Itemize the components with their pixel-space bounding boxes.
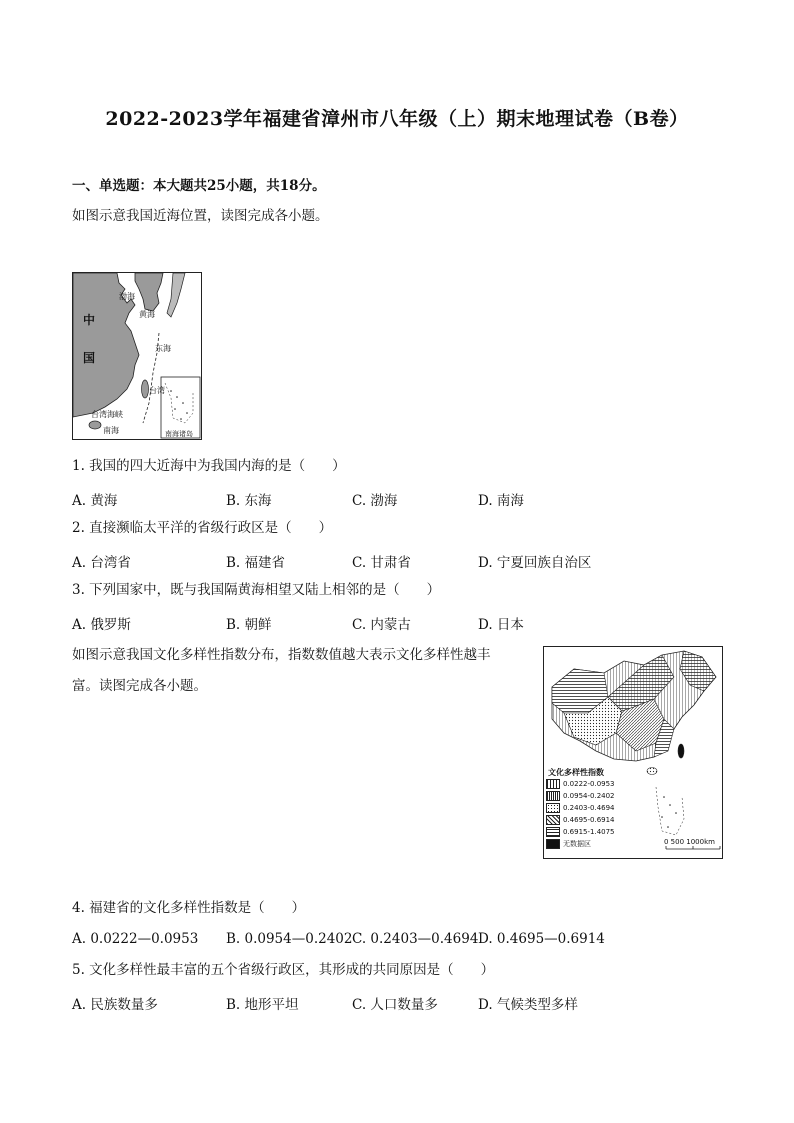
- legend-label: 无数据区: [563, 840, 591, 848]
- legend-swatch: [546, 803, 560, 813]
- legend-title: 文化多样性指数: [548, 768, 604, 777]
- q2-option-d[interactable]: D. 宁夏回族自治区: [478, 555, 592, 571]
- legend-item-3: [546, 803, 615, 813]
- q1-option-c[interactable]: C. 渤海: [352, 493, 398, 509]
- legend-label: 0.4695-0.6914: [563, 816, 615, 824]
- cultural-diversity-map: [543, 646, 723, 859]
- q2-option-b[interactable]: B. 福建省: [226, 555, 286, 571]
- legend-swatch: [546, 827, 560, 837]
- question-3-stem: 3. 下列国家中，既与我国隔黄海相望又陆上相邻的是（ ）: [72, 582, 441, 598]
- map-label-donghai: 东海: [155, 344, 171, 353]
- q4-option-a[interactable]: A. 0.0222—0.0953: [72, 931, 199, 947]
- q3-option-d[interactable]: D. 日本: [478, 617, 524, 633]
- q2-option-a[interactable]: A. 台湾省: [72, 555, 131, 571]
- q4-option-d[interactable]: D. 0.4695—0.6914: [478, 931, 605, 947]
- section-heading: 一、单选题：本大题共25小题，共18分。: [72, 178, 326, 194]
- legend-swatch: [546, 815, 560, 825]
- map-label-inset: 南海诸岛: [165, 430, 193, 438]
- q4-option-b[interactable]: B. 0.0954—0.2402: [226, 931, 353, 947]
- q1-option-d[interactable]: D. 南海: [478, 493, 524, 509]
- legend-swatch: [546, 779, 560, 789]
- q5-option-c[interactable]: C. 人口数量多: [352, 997, 438, 1013]
- scale-label: 0 500 1000km: [664, 838, 715, 846]
- legend-label: 0.0222-0.0953: [563, 780, 615, 788]
- legend-item-2: [546, 791, 615, 801]
- q1-option-a[interactable]: A. 黄海: [72, 493, 118, 509]
- q3-option-a[interactable]: A. 俄罗斯: [72, 617, 131, 633]
- q5-option-b[interactable]: B. 地形平坦: [226, 997, 299, 1013]
- map-label-china-2: 国: [83, 351, 96, 365]
- legend-item-4: [546, 815, 615, 825]
- q5-option-d[interactable]: D. 气候类型多样: [478, 997, 578, 1013]
- question-2-stem: 2. 直接濒临太平洋的省级行政区是（ ）: [72, 520, 333, 536]
- q2-option-c[interactable]: C. 甘肃省: [352, 555, 411, 571]
- legend-label: 0.2403-0.4694: [563, 804, 615, 812]
- legend-item-5: [546, 827, 615, 837]
- intro-text-2-line-2: 富。读图完成各小题。: [72, 678, 207, 694]
- intro-text-1: 如图示意我国近海位置，读图完成各小题。: [72, 208, 329, 224]
- question-4-stem: 4. 福建省的文化多样性指数是（ ）: [72, 900, 306, 916]
- map-label-china-1: 中: [83, 313, 96, 327]
- map-label-nanhai: 南海: [103, 426, 119, 435]
- q4-option-c[interactable]: C. 0.2403—0.4694: [352, 931, 479, 947]
- legend-item-6: [546, 839, 591, 849]
- q3-option-b[interactable]: B. 朝鲜: [226, 617, 272, 633]
- map-label-huanghai: 黄海: [139, 310, 155, 319]
- q1-option-b[interactable]: B. 东海: [226, 493, 272, 509]
- legend-label: 0.0954-0.2402: [563, 792, 615, 800]
- intro-text-2-line-1: 如图示意我国文化多样性指数分布，指数数值越大表示文化多样性越丰: [72, 647, 491, 663]
- page-title: 2022-2023学年福建省漳州市八年级（上）期末地理试卷（B卷）: [105, 108, 689, 130]
- q5-option-a[interactable]: A. 民族数量多: [72, 997, 158, 1013]
- legend-item-1: [546, 779, 615, 789]
- legend-swatch: [546, 839, 560, 849]
- legend-swatch: [546, 791, 560, 801]
- map-label-bohai: 渤海: [119, 292, 135, 301]
- q3-option-c[interactable]: C. 内蒙古: [352, 617, 411, 633]
- map-label-strait: 台湾海峡: [91, 410, 123, 419]
- near-seas-map: [72, 272, 202, 440]
- question-1-stem: 1. 我国的四大近海中为我国内海的是（ ）: [72, 458, 346, 474]
- legend-label: 0.6915-1.4075: [563, 828, 615, 836]
- map-label-taiwan: 台湾: [149, 386, 165, 395]
- question-5-stem: 5. 文化多样性最丰富的五个省级行政区，其形成的共同原因是（ ）: [72, 962, 495, 978]
